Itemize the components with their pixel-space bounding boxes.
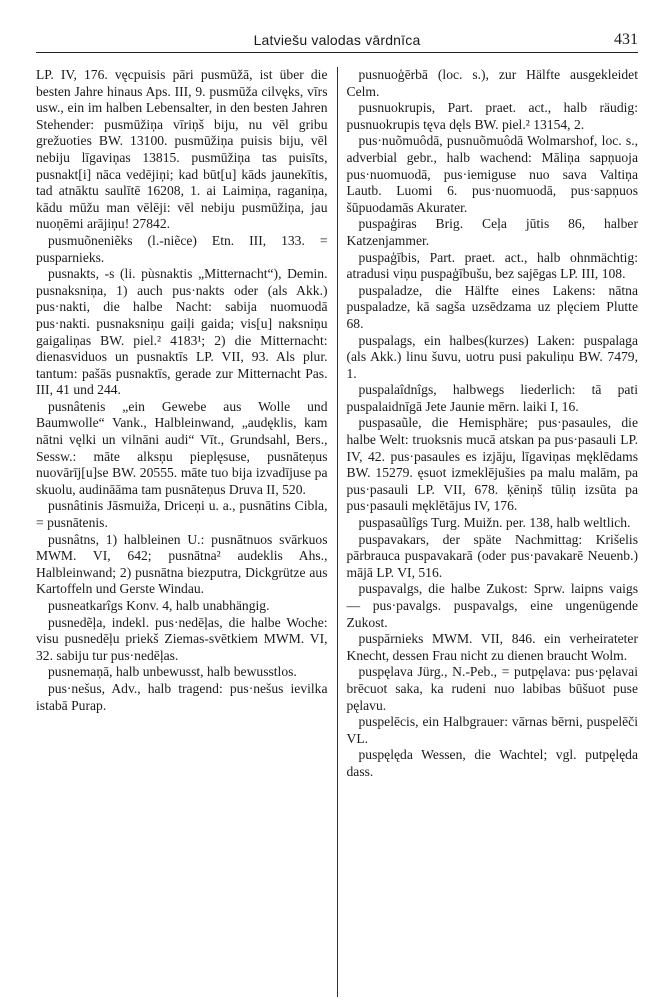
entry-pusnatns: pusnâtns, 1) halbleinen U.: pusnātnuos svārkuos MWM. VI, 642; pusnātna² audeklis Ahs., Halbleinwand; 2) pusnātna biezputra, Dickgrütze aus Kartoffeln und Gerste Windau. [36, 531, 328, 597]
left-column [36, 67, 337, 997]
entry-pusnedela: pusnedẽļa, indekl. pus·nedēļas, die halbe Woche: visu pusnedēļu priekš Ziemas-svētkiem MWM. VI, 32. sabiju tur pus·nedēļas. [36, 614, 328, 663]
entry-pusnatenis: pusnâtenis „ein Gewebe aus Wolle und Baumwolle“ Vank., Halbleinwand, „audęklis, kam nātni vęlki un vilnāni audi“ Vīt., Grundsahl, Bers., Sessw.: māte alksņu pieplęsuse, pusnāteņus nuovārīj[u]se BW. 20555. māte tuo bija izvadījuse pa skuolu, audināāma tam pusnāteņus Druva II, 520. [36, 398, 328, 497]
entry-pusnuogerba: pusnuoģērbā (loc. s.), zur Hälfte ausgekleidet Celm. [346, 67, 638, 99]
entry-pusnemana: pusnemaņā, halb unbewusst, halb bewusstlos. [48, 664, 297, 680]
header-title: Latviešu valodas vārdnīca [253, 32, 421, 48]
entry-puspelava: puspęlava Jürg., N.-Peb., = putpęlava: pus·pęlavai brēcuot saka, ka rudeni nuo labibas būšuot puse pęlavu. [346, 664, 638, 713]
entry-pusnesus: pus·nešus, Adv., halb tragend: pus·nešus ievilka istabā Purap. [36, 680, 328, 713]
entry-puspaladze: puspaladze, die Hälfte eines Lakens: nātna puspaladze, kā sagša uzsēdzama uz plęciem Plutte 68. [346, 282, 638, 331]
entry-puspelecis: puspelēcis, ein Halbgrauer: vārnas bērni, puspelēči VL. [346, 714, 638, 746]
entry-pusnatinis: pusnâtinis Jāsmuiža, Driceņi u. a., pusnātins Cibla, = pusnātenis. [36, 498, 328, 531]
entry-puspasauligs: puspasaũlîgs Turg. Muižn. per. 138, halb weltlich. [358, 515, 631, 531]
entry-puspavalgs: puspavalgs, die halbe Zukost: Sprw. laipns vaigs — pus·pavalgs. puspavalgs, eine ungenügende Zukost. [346, 581, 638, 630]
entry-pusnakts: pusnakts, -s (li. pùsnaktis „Mitternacht“), Demin. pusnaksniņa, 1) auch pus·nakts oder (als Akk.) pus·nakti, die halbe Nacht: sabija nuomuodā pus·nakti. pusnaksniņu gaiļi gaida; vis[u] naksniņu gaigaliņas BW. piel.² 4183¹; 2) die Mitternacht: dienasviduos un pusnaktīs LP. VII, 93. Als plur. tantum: pašās pusnaktīs, gerade zur Mitternacht Pas. III, 41 und 244. [36, 266, 328, 398]
entry-puspalags: puspalags, ein halbes(kurzes) Laken: puspalaga (als Akk.) linu šuvu, uotru pusi pakuliņu BW. 7479, 1. [346, 332, 638, 381]
entry-puspalaidnigs: puspalaîdnîgs, halbwegs liederlich: tā pati puspalaidnīgā Jete Jaunie mērn. laiki I, 16. [346, 382, 638, 414]
entry-puspeleda: puspęlęda Wessen, die Wachtel; vgl. putpęlęda dass. [346, 747, 638, 779]
entry-pusnuokrupis: pusnuokrupis, Part. praet. act., halb räudig: pusnuokrupis tęva dęls BW. piel.² 13154, 2. [346, 100, 638, 132]
entry-pusmuoneniks: pusmuõneniẽks (l.-niẽce) Etn. III, 133. = pusparnieks. [36, 232, 328, 265]
entry-puspavakars: puspavakars, der späte Nachmittag: Krišelis pārbrauca puspavakarā (oder pus·pavakarē Neuenb.) mājā LP. VI, 516. [346, 531, 638, 580]
entry-puspasaule: puspasaũle, die Hemisphäre; pus·pasaules, die halbe Welt: truoksnis mucā atskan pa pus·pasauli LP. IV, 42. pus·pasaules es izjāju, līgaviņas męklēdams BW. 15279. ęsuot izmeklējušies pa malu malām, pa pus·pasauli LP. VII, 678. ķēniņš tūliņ izsūta pa pus·pasauli męklētājus IV, 176. [346, 415, 638, 514]
running-header [36, 24, 638, 53]
entry-continuation: LP. IV, 176. vęcpuisis pāri pusmūžā, ist über die besten Jahre hinaus Aps. III, 9. pusmūža cilvęks, vīrs usw., ein im halben Lebensalter, in den besten Jahren Stehender: pusmūžiņa vīriņš biju, nu vēl gribu grežuoties BW. 13100. pusmūžiņa puisis biju, vēl nebiju līgaviņas 13815. pusmūžiņa tas puisīts, pusnakt[i] nāca vedējiņi; kad būt[u] kāds jaunekītis, tad atnāktu saulītē 16208, 1. ai Laimiņa, raganiņa, kādu mūžu man vēlēji: vēl nebiju pusmūžiņa, jau nuoņēmi arājiņu! 27842. [36, 67, 328, 232]
entry-pusparnieks: puspārnieks MWM. VII, 846. ein verheirateter Knecht, dessen Frau nicht zu dienen braucht Wolm. [346, 631, 638, 663]
entry-puspagibis: puspaģībis, Part. praet. act., halb ohnmächtig: atradusi viņu puspaģībušu, bez sajēgas LP. III, 108. [346, 249, 638, 282]
page-number: 431 [614, 31, 638, 48]
entry-pusnuomuoda: pus·nuõmuôdā, pusnuõmuôdā Wolmarshof, loc. s., adverbial gebr., halb wachend: Māliņa sapņuoja pus·nuomuodā, pus·iemiguse nuo sava Valtiņa Lautb. Luomi 6. pus·nuomuodā, pus·sapņuos šūpuodamās Akurater. [346, 133, 638, 215]
two-column-body [36, 67, 638, 997]
entry-pusneatkarigs: pusneatkarîgs Konv. 4, halb unabhängig. [48, 598, 270, 613]
entry-puspagiras: puspaģiras Brig. Ceļa jūtis 86, halber Katzenjammer. [346, 216, 638, 248]
right-column [337, 67, 639, 997]
